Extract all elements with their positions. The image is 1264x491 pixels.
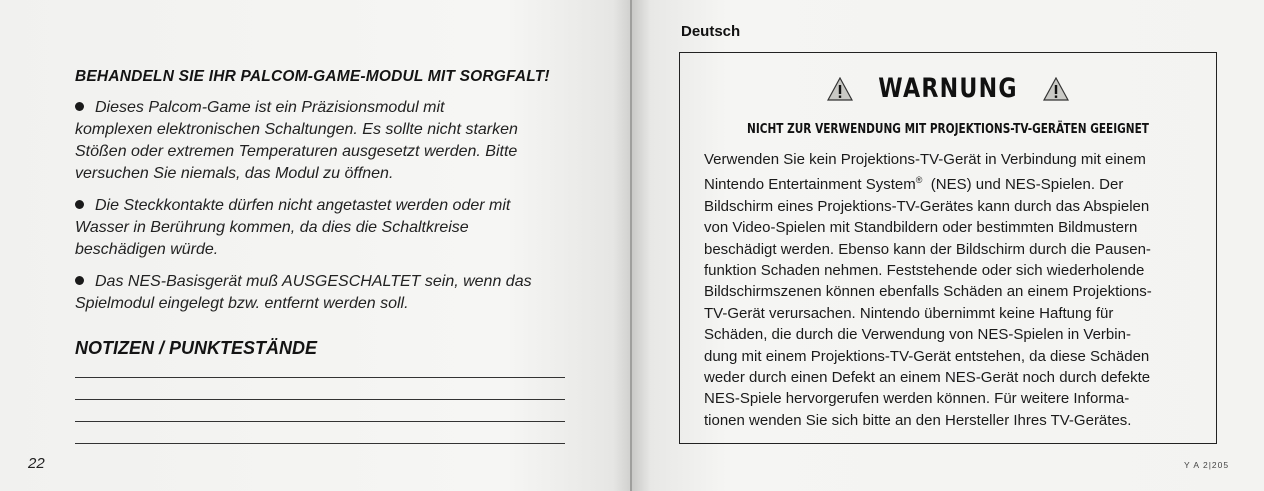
care-heading: BEHANDELN SIE IHR PALCOM-GAME-MODUL MIT SORGFALT! bbox=[75, 68, 550, 85]
notes-line bbox=[75, 421, 565, 422]
bullet-icon bbox=[75, 102, 84, 111]
warning-line bbox=[704, 170, 1194, 195]
warning-triangle-icon bbox=[1043, 77, 1069, 101]
warning-line: Verwenden Sie kein Projektions-TV-Gerät in Verbindung mit einem bbox=[704, 151, 1146, 168]
warning-line: weder durch einen Defekt an einem NES-Gerät noch durch defekte bbox=[704, 369, 1151, 387]
instruction-line: Stößen oder extremen Temperaturen ausgesetzt werden. Bitte bbox=[75, 143, 518, 160]
warning-line: dung mit einem Projektions-TV-Gerät entstehen, da diese Schäden bbox=[704, 347, 1150, 365]
instruction-line: Die Steckkontakte dürfen nicht angetastet werden oder mit bbox=[95, 197, 511, 214]
care-instructions-list bbox=[75, 97, 575, 325]
warning-line: tionen wenden Sie sich bitte an den Hersteller Ihres TV-Gerätes. bbox=[704, 411, 1132, 429]
instruction-line: versuchen Sie niemals, das Modul zu öffnen. bbox=[75, 165, 394, 182]
warning-triangle-icon bbox=[827, 77, 853, 101]
warning-line-part: Nintendo Entertainment System bbox=[704, 176, 916, 194]
registered-mark: ® bbox=[915, 175, 923, 186]
language-label: Deutsch bbox=[681, 23, 741, 40]
warning-line: NES-Spiele hervorgerufen werden können. Für weitere Informa- bbox=[704, 390, 1130, 408]
instruction-line: Das NES-Basisgerät muß AUSGESCHALTET sein, wenn das bbox=[95, 273, 532, 290]
instruction-line: beschädigen würde. bbox=[75, 241, 219, 258]
care-instruction-item bbox=[75, 271, 575, 315]
care-instruction-item bbox=[75, 97, 575, 185]
warning-line: Schäden, die durch die Verwendung von NES-Spielen in Verbin- bbox=[704, 326, 1131, 344]
warning-line: beschädigt werden. Ebenso kann der Bildschirm durch die Pausen- bbox=[704, 240, 1151, 258]
instruction-line: komplexen elektronischen Schaltungen. Es sollte nicht starken bbox=[75, 121, 518, 138]
notes-title: NOTIZEN / PUNKTESTÄNDE bbox=[75, 338, 318, 358]
instruction-line: Dieses Palcom-Game ist ein Präzisionsmodul mit bbox=[95, 99, 445, 116]
warning-line: funktion Schaden nehmen. Feststehende oder sich wiederholende bbox=[704, 262, 1145, 280]
warning-line: von Video-Spielen mit Standbildern oder bestimmten Bildmustern bbox=[704, 219, 1138, 237]
notes-line bbox=[75, 443, 565, 444]
warning-title: WARNUNG bbox=[878, 73, 1018, 104]
warning-line-part: (NES) und NES-Spielen. Der bbox=[930, 176, 1124, 194]
warning-title-row bbox=[680, 73, 1216, 104]
warning-subtitle: NICHT ZUR VERWENDUNG MIT PROJEKTIONS-TV-GERÄTEN GEEIGNET bbox=[747, 121, 1149, 137]
warning-line: Bildschirm eines Projektions-TV-Gerätes kann durch das Abspielen bbox=[704, 197, 1150, 215]
warning-text bbox=[704, 149, 1194, 431]
bullet-icon bbox=[75, 276, 84, 285]
warning-line: TV-Gerät verursachen. Nintendo übernimmt keine Haftung für bbox=[704, 304, 1114, 322]
print-code: Y A 2|205 bbox=[1184, 460, 1230, 470]
instruction-line: Spielmodul eingelegt bzw. entfernt werden soll. bbox=[75, 295, 409, 312]
warning-line: Bildschirmszenen können ebenfalls Schäden an einem Projektions- bbox=[704, 283, 1152, 301]
notes-line bbox=[75, 377, 565, 378]
notes-line bbox=[75, 399, 565, 400]
warning-box bbox=[679, 52, 1217, 444]
care-instruction-item bbox=[75, 195, 575, 261]
instruction-line: Wasser in Berührung kommen, da dies die Schaltkreise bbox=[75, 219, 469, 236]
bullet-icon bbox=[75, 200, 84, 209]
page-number: 22 bbox=[28, 455, 45, 472]
